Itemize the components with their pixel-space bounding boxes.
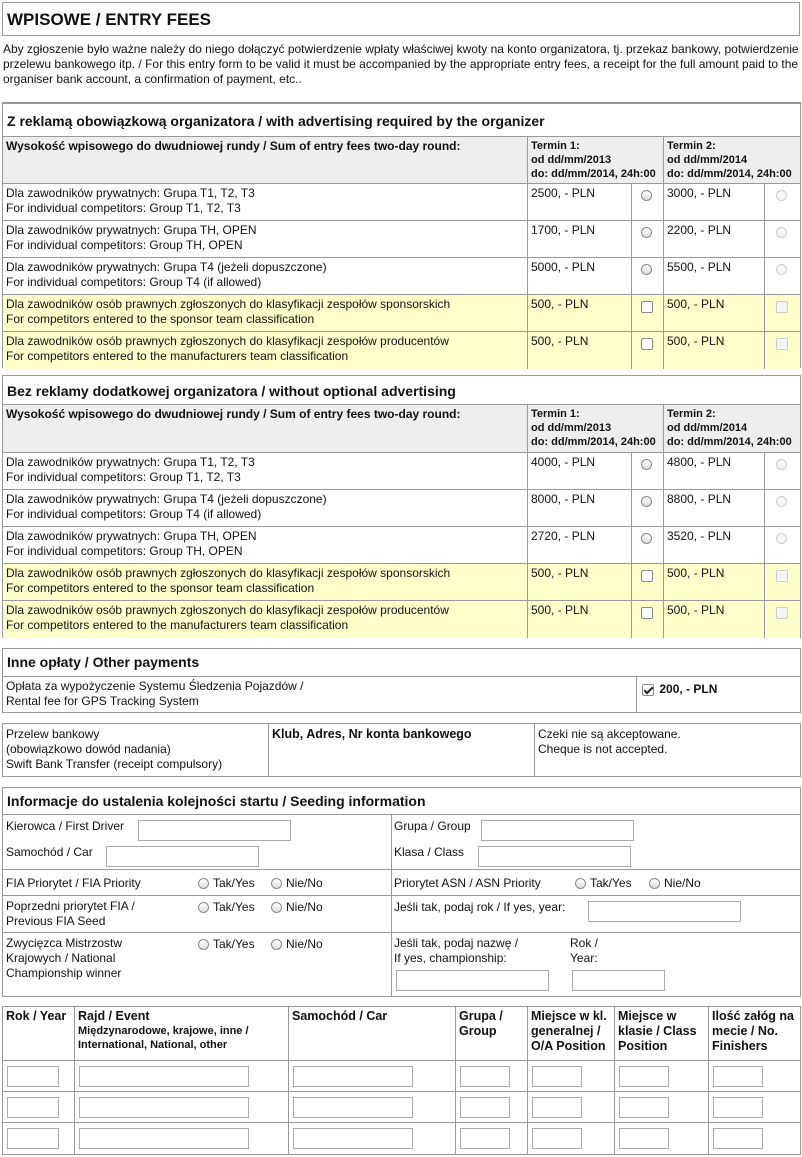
term1-price: 8000, - PLN bbox=[528, 490, 632, 527]
term1-price: 500, - PLN bbox=[528, 564, 632, 601]
prev-no-label: Nie/No bbox=[286, 900, 323, 914]
gps-price: 200, - PLN bbox=[659, 682, 718, 696]
history-class-position-input[interactable] bbox=[619, 1097, 669, 1118]
asn-no-radio[interactable] bbox=[649, 878, 660, 889]
results-history-table bbox=[2, 1006, 801, 1155]
history-cell bbox=[289, 1061, 456, 1092]
term1-price: 5000, - PLN bbox=[528, 258, 632, 295]
term2-select-cell bbox=[765, 527, 800, 564]
term2-checkbox[interactable] bbox=[776, 301, 788, 313]
history-cell bbox=[3, 1123, 75, 1154]
term2-price: 4800, - PLN bbox=[664, 453, 765, 490]
history-cell bbox=[456, 1061, 528, 1092]
fee-row-label: Dla zawodników prywatnych: Grupa T4 (jeżeli dopuszczone) For individual competitors: Group T4 (if allowed) bbox=[3, 258, 528, 295]
champ-no-radio[interactable] bbox=[271, 939, 282, 950]
term2-price: 8800, - PLN bbox=[664, 490, 765, 527]
term1-price: 500, - PLN bbox=[528, 601, 632, 638]
fia-no-label: Nie/No bbox=[286, 876, 323, 890]
history-event-input[interactable] bbox=[79, 1128, 249, 1149]
section1-title: Z reklamą obowiązkową organizatora / with advertising required by the organizer bbox=[7, 113, 545, 129]
term1-radio[interactable] bbox=[641, 190, 652, 201]
fee-row-label: Dla zawodników osób prawnych zgłoszonych do klasyfikacji zespołów producentów For competitors entered to the manufacturers team classification bbox=[3, 332, 528, 369]
fee-row-label: Dla zawodników prywatnych: Grupa T1, T2, T3 For individual competitors: Group T1, T2, T3 bbox=[3, 453, 528, 490]
history-year-input[interactable] bbox=[7, 1066, 59, 1087]
term2-select-cell bbox=[765, 564, 800, 601]
other-payments bbox=[2, 648, 801, 713]
history-cell bbox=[615, 1092, 709, 1123]
history-year-input[interactable] bbox=[7, 1128, 59, 1149]
gps-fee-label: Opłata za wypożyczenie Systemu Śledzenia Pojazdów / Rental fee for GPS Tracking System bbox=[3, 677, 637, 712]
term1-checkbox[interactable] bbox=[641, 570, 653, 582]
term1-select-cell bbox=[632, 221, 664, 258]
col-group: Grupa / Group bbox=[456, 1007, 528, 1061]
other-title: Inne opłaty / Other payments bbox=[7, 654, 200, 670]
history-cell bbox=[75, 1123, 289, 1154]
term2-select-cell bbox=[765, 295, 800, 332]
fee-row-label: Dla zawodników osób prawnych zgłoszonych do klasyfikacji zespołów producentów For competitors entered to the manufacturers team classification bbox=[3, 601, 528, 638]
term2-select-cell bbox=[765, 453, 800, 490]
term2-radio[interactable] bbox=[776, 533, 787, 544]
history-group-input[interactable] bbox=[460, 1097, 510, 1118]
page-title: WPISOWE / ENTRY FEES bbox=[7, 10, 212, 29]
term1-price: 2500, - PLN bbox=[528, 184, 632, 221]
prev-fia-label: Poprzedni priorytet FIA / Previous FIA Seed bbox=[6, 899, 135, 928]
history-cell bbox=[709, 1061, 800, 1092]
history-event-input[interactable] bbox=[79, 1097, 249, 1118]
gps-fee-option bbox=[642, 682, 717, 696]
history-car-input[interactable] bbox=[293, 1066, 413, 1087]
term1-checkbox[interactable] bbox=[641, 607, 653, 619]
term1-price: 500, - PLN bbox=[528, 295, 632, 332]
history-overall-position-input[interactable] bbox=[532, 1128, 582, 1149]
championship-year-input[interactable] bbox=[572, 970, 665, 991]
col-overall-position: Miejsce w kl. generalnej / O/A Position bbox=[528, 1007, 615, 1061]
history-cell bbox=[528, 1092, 615, 1123]
term2-price: 500, - PLN bbox=[664, 295, 765, 332]
fia-priority-label: FIA Priorytet / FIA Priority bbox=[6, 876, 141, 890]
term2-select-cell bbox=[765, 490, 800, 527]
history-overall-position-input[interactable] bbox=[532, 1066, 582, 1087]
history-finishers-input[interactable] bbox=[713, 1097, 763, 1118]
history-group-input[interactable] bbox=[460, 1066, 510, 1087]
driver-label: Kierowca / First Driver bbox=[6, 819, 125, 833]
term2-select-cell bbox=[765, 258, 800, 295]
history-event-input[interactable] bbox=[79, 1066, 249, 1087]
fee-row-label: Dla zawodników prywatnych: Grupa T1, T2, T3 For individual competitors: Group T1, T2, T3 bbox=[3, 184, 528, 221]
history-cell bbox=[3, 1092, 75, 1123]
history-cell bbox=[456, 1123, 528, 1154]
term2-price: 500, - PLN bbox=[664, 332, 765, 369]
seed-year-input[interactable] bbox=[588, 901, 741, 922]
term2-checkbox[interactable] bbox=[776, 607, 788, 619]
term2-radio[interactable] bbox=[776, 459, 787, 470]
history-class-position-input[interactable] bbox=[619, 1066, 669, 1087]
prev-yes-label: Tak/Yes bbox=[213, 900, 255, 914]
term1-select-cell bbox=[632, 490, 664, 527]
fee-row-label: Dla zawodników osób prawnych zgłoszonych do klasyfikacji zespołów sponsorskich For competitors entered to the sponsor team classification bbox=[3, 564, 528, 601]
fia-yes-label: Tak/Yes bbox=[213, 876, 255, 890]
col-class-position: Miejsce w klasie / Class Position bbox=[615, 1007, 709, 1061]
term2-select-cell bbox=[765, 184, 800, 221]
term1-price: 4000, - PLN bbox=[528, 453, 632, 490]
term2-price: 500, - PLN bbox=[664, 564, 765, 601]
term1-header: Termin 1: od dd/mm/2013 do: dd/mm/2014, 24h:00 bbox=[528, 137, 664, 184]
term1-price: 2720, - PLN bbox=[528, 527, 632, 564]
history-car-input[interactable] bbox=[293, 1097, 413, 1118]
term2-price: 2200, - PLN bbox=[664, 221, 765, 258]
section2-title: Bez reklamy dodatkowej organizatora / without optional advertising bbox=[7, 383, 456, 399]
term2-select-cell bbox=[765, 601, 800, 638]
term1-select-cell bbox=[632, 601, 664, 638]
champion-label: Zwycięzca Mistrzostw Krajowych / National Championship winner bbox=[6, 936, 123, 980]
intro-text: Aby zgłoszenie było ważne należy do niego dołączyć potwierdzenie wpłaty właściwej kwoty na konto organizatora, tj. przekaz bankowy, potwierdzenie przelewu bankowego itp. / For this entry form to be valid it must be accompanied by the appropriate entry fees, a receipt for the full amount paid to the organiser bank account, a confirmation of payment, etc.. bbox=[3, 42, 799, 86]
car-input[interactable] bbox=[106, 846, 259, 867]
history-car-input[interactable] bbox=[293, 1128, 413, 1149]
term2-price: 3000, - PLN bbox=[664, 184, 765, 221]
history-cell bbox=[289, 1092, 456, 1123]
gps-checkbox[interactable] bbox=[642, 684, 654, 696]
history-cell bbox=[709, 1123, 800, 1154]
prev-no-radio[interactable] bbox=[271, 902, 282, 913]
term2-radio[interactable] bbox=[776, 264, 787, 275]
term1-select-cell bbox=[632, 332, 664, 369]
term2-header: Termin 2: od dd/mm/2014 do: dd/mm/2014, 24h:00 bbox=[664, 137, 800, 184]
section-without-advertising bbox=[2, 375, 801, 638]
class-input[interactable] bbox=[478, 846, 631, 867]
bank-transfer-label: Przelew bankowy (obowiązkowo dowód nadania) Swift Bank Transfer (receipt compulsory) bbox=[3, 724, 269, 776]
class-label: Klasa / Class bbox=[394, 845, 465, 859]
term1-checkbox[interactable] bbox=[641, 338, 653, 350]
term1-select-cell bbox=[632, 564, 664, 601]
term1-select-cell bbox=[632, 527, 664, 564]
col-year: Rok / Year bbox=[3, 1007, 75, 1061]
history-cell bbox=[289, 1123, 456, 1154]
title-box bbox=[2, 2, 800, 36]
term1-radio[interactable] bbox=[641, 496, 652, 507]
term2-price: 5500, - PLN bbox=[664, 258, 765, 295]
champ-year-label: Rok / Year: bbox=[570, 936, 599, 965]
seeding-title: Informacje do ustalenia kolejności startu / Seeding information bbox=[7, 793, 426, 809]
history-cell bbox=[3, 1061, 75, 1092]
fee-row-label: Dla zawodników osób prawnych zgłoszonych do klasyfikacji zespołów sponsorskich For competitors entered to the sponsor team classification bbox=[3, 295, 528, 332]
history-finishers-input[interactable] bbox=[713, 1128, 763, 1149]
driver-input[interactable] bbox=[138, 820, 291, 841]
if-yes-year-label: Jeśli tak, podaj rok / If yes, year: bbox=[394, 900, 566, 914]
history-year-input[interactable] bbox=[7, 1097, 59, 1118]
asn-yes-radio[interactable] bbox=[575, 878, 586, 889]
history-group-input[interactable] bbox=[460, 1128, 510, 1149]
fees-header: Wysokość wpisowego do dwudniowej rundy / Sum of entry fees two-day round: bbox=[3, 137, 528, 184]
col-event: Rajd / Event Międzynarodowe, krajowe, inne / International, National, other bbox=[75, 1007, 289, 1061]
seeding-info bbox=[2, 787, 801, 997]
fee-row-label: Dla zawodników prywatnych: Grupa T4 (jeżeli dopuszczone) For individual competitors: Group T4 (if allowed) bbox=[3, 490, 528, 527]
asn-no-label: Nie/No bbox=[664, 876, 701, 890]
term2-price: 3520, - PLN bbox=[664, 527, 765, 564]
term1-select-cell bbox=[632, 258, 664, 295]
term2-header: Termin 2: od dd/mm/2014 do: dd/mm/2014, 24h:00 bbox=[664, 405, 800, 453]
term2-price: 500, - PLN bbox=[664, 601, 765, 638]
history-cell bbox=[615, 1061, 709, 1092]
term1-price: 500, - PLN bbox=[528, 332, 632, 369]
champ-yes-radio[interactable] bbox=[198, 939, 209, 950]
history-overall-position-input[interactable] bbox=[532, 1097, 582, 1118]
asn-yes-label: Tak/Yes bbox=[590, 876, 632, 890]
history-cell bbox=[709, 1092, 800, 1123]
term1-select-cell bbox=[632, 453, 664, 490]
fee-row-label: Dla zawodników prywatnych: Grupa TH, OPEN For individual competitors: Group TH, OPEN bbox=[3, 527, 528, 564]
term1-price: 1700, - PLN bbox=[528, 221, 632, 258]
term1-radio[interactable] bbox=[641, 533, 652, 544]
term1-select-cell bbox=[632, 295, 664, 332]
fia-yes-radio[interactable] bbox=[198, 878, 209, 889]
car-label: Samochód / Car bbox=[6, 845, 93, 859]
champ-no-label: Nie/No bbox=[286, 937, 323, 951]
fee-row-label: Dla zawodników prywatnych: Grupa TH, OPEN For individual competitors: Group TH, OPEN bbox=[3, 221, 528, 258]
term2-checkbox[interactable] bbox=[776, 338, 788, 350]
bank-transfer-box bbox=[2, 723, 801, 777]
term1-radio[interactable] bbox=[641, 264, 652, 275]
history-cell bbox=[75, 1061, 289, 1092]
term1-radio[interactable] bbox=[641, 459, 652, 470]
history-cell bbox=[528, 1123, 615, 1154]
champ-yes-label: Tak/Yes bbox=[213, 937, 255, 951]
championship-input[interactable] bbox=[396, 970, 549, 991]
term2-select-cell bbox=[765, 221, 800, 258]
section-with-advertising bbox=[2, 102, 801, 368]
term1-radio[interactable] bbox=[641, 227, 652, 238]
group-label: Grupa / Group bbox=[394, 819, 471, 833]
history-class-position-input[interactable] bbox=[619, 1128, 669, 1149]
term2-radio[interactable] bbox=[776, 496, 787, 507]
prev-yes-radio[interactable] bbox=[198, 902, 209, 913]
history-finishers-input[interactable] bbox=[713, 1066, 763, 1087]
term1-select-cell bbox=[632, 184, 664, 221]
history-cell bbox=[75, 1092, 289, 1123]
history-cell bbox=[615, 1123, 709, 1154]
history-cell bbox=[528, 1061, 615, 1092]
history-cell bbox=[456, 1092, 528, 1123]
group-input[interactable] bbox=[481, 820, 634, 841]
if-yes-champ-label: Jeśli tak, podaj nazwę / If yes, championship: bbox=[394, 936, 519, 965]
term2-select-cell bbox=[765, 332, 800, 369]
fees-header: Wysokość wpisowego do dwudniowej rundy / Sum of entry fees two-day round: bbox=[3, 405, 528, 453]
term1-checkbox[interactable] bbox=[641, 301, 653, 313]
cheque-note: Czeki nie są akceptowane. Cheque is not accepted. bbox=[538, 727, 681, 756]
term2-checkbox[interactable] bbox=[776, 570, 788, 582]
col-finishers: Ilość załóg na mecie / No. Finishers bbox=[709, 1007, 800, 1061]
term2-radio[interactable] bbox=[776, 227, 787, 238]
term2-radio[interactable] bbox=[776, 190, 787, 201]
fia-no-radio[interactable] bbox=[271, 878, 282, 889]
asn-priority-label: Priorytet ASN / ASN Priority bbox=[394, 876, 541, 890]
col-car: Samochód / Car bbox=[289, 1007, 456, 1061]
term1-header: Termin 1: od dd/mm/2013 do: dd/mm/2014, 24h:00 bbox=[528, 405, 664, 453]
bank-account-label: Klub, Adres, Nr konta bankowego bbox=[269, 724, 535, 776]
